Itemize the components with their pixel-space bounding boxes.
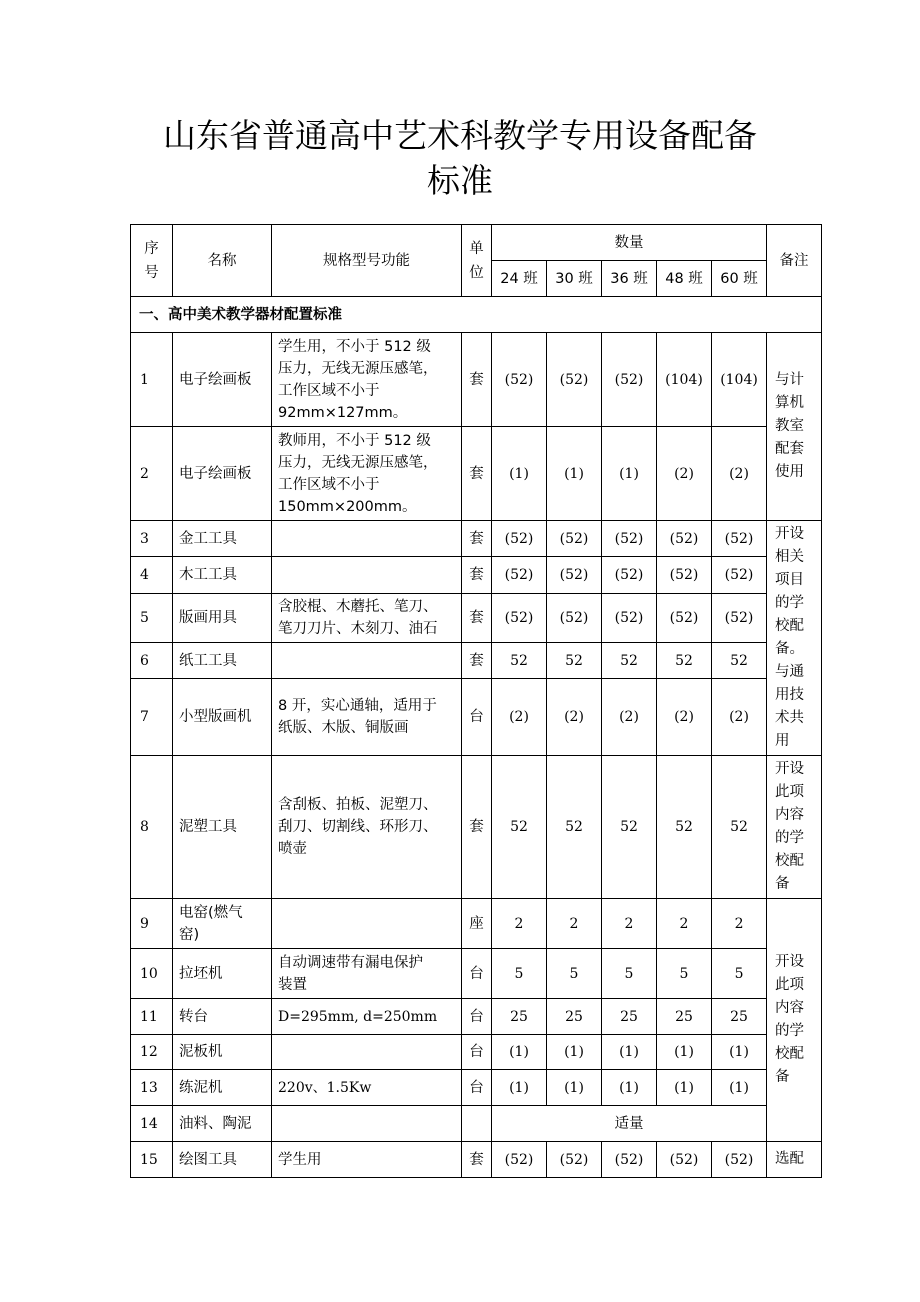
section-heading: 一、高中美术教学器材配置标准 [131, 297, 822, 333]
row-unit: 套 [462, 756, 492, 899]
row-number: 1 [131, 333, 173, 427]
header-class-48: 48 班 [657, 261, 712, 297]
qty-24: 52 [492, 643, 547, 679]
document-title-line-1: 山东省普通高中艺术科教学专用设备配备 [163, 116, 757, 155]
row-spec [272, 1106, 462, 1142]
qty-36: (52) [602, 1142, 657, 1178]
header-class-60: 60 班 [712, 261, 767, 297]
qty-60: 5 [712, 949, 767, 999]
qty-30: (52) [547, 1142, 602, 1178]
remark-related-projects: 开设 相关 项目 的学 校配 备。 与通 用技 术共 用 [767, 521, 822, 756]
qty-24: (52) [492, 521, 547, 557]
row-number: 14 [131, 1106, 173, 1142]
table-row [131, 643, 822, 679]
qty-30: (1) [547, 1035, 602, 1070]
header-class-36: 36 班 [602, 261, 657, 297]
row-name: 拉坯机 [173, 949, 272, 999]
row-name: 泥板机 [173, 1035, 272, 1070]
qty-60: (52) [712, 593, 767, 642]
header-class-24: 24 班 [492, 261, 547, 297]
qty-merged: 适量 [492, 1106, 767, 1142]
equipment-standard-table [130, 224, 822, 1178]
row-number: 15 [131, 1142, 173, 1178]
qty-36: (1) [602, 427, 657, 521]
qty-36: (1) [602, 1070, 657, 1106]
qty-48: 52 [657, 643, 712, 679]
table-row [131, 557, 822, 593]
row-spec: 含胶棍、木蘑托、笔刀、 笔刀刀片、木刻刀、油石 [272, 593, 462, 642]
header-name: 名称 [173, 225, 272, 297]
qty-36: (1) [602, 1035, 657, 1070]
header-class-30: 30 班 [547, 261, 602, 297]
row-spec [272, 1035, 462, 1070]
row-name: 纸工工具 [173, 643, 272, 679]
row-number: 3 [131, 521, 173, 557]
qty-48: 2 [657, 899, 712, 949]
table-row [131, 1035, 822, 1070]
qty-24: (52) [492, 1142, 547, 1178]
row-number: 9 [131, 899, 173, 949]
row-number: 6 [131, 643, 173, 679]
qty-60: (52) [712, 521, 767, 557]
row-name: 版画用具 [173, 593, 272, 642]
table-row [131, 1070, 822, 1106]
qty-36: 25 [602, 999, 657, 1035]
qty-48: (2) [657, 679, 712, 756]
row-name: 金工工具 [173, 521, 272, 557]
row-spec: 含刮板、拍板、泥塑刀、 刮刀、切割线、环形刀、 喷壶 [272, 756, 462, 899]
qty-30: (52) [547, 521, 602, 557]
row-number: 13 [131, 1070, 173, 1106]
table-row [131, 333, 822, 427]
qty-60: (52) [712, 557, 767, 593]
qty-30: 52 [547, 643, 602, 679]
qty-30: (1) [547, 1070, 602, 1106]
row-unit: 台 [462, 999, 492, 1035]
qty-30: (52) [547, 333, 602, 427]
header-spec: 规格型号功能 [272, 225, 462, 297]
row-unit: 台 [462, 1070, 492, 1106]
header-unit: 单 位 [462, 225, 492, 297]
row-number: 8 [131, 756, 173, 899]
qty-60: (2) [712, 679, 767, 756]
qty-24: (52) [492, 557, 547, 593]
row-number: 11 [131, 999, 173, 1035]
remark-clay-tools: 开设 此项 内容 的学 校配 备 [767, 756, 822, 899]
qty-24: 2 [492, 899, 547, 949]
qty-24: (1) [492, 427, 547, 521]
qty-24: (2) [492, 679, 547, 756]
row-spec [272, 521, 462, 557]
row-name: 绘图工具 [173, 1142, 272, 1178]
qty-36: (52) [602, 593, 657, 642]
header-remark: 备注 [767, 225, 822, 297]
qty-24: (52) [492, 333, 547, 427]
table-row [131, 899, 822, 949]
row-name: 油料、陶泥 [173, 1106, 272, 1142]
qty-36: (52) [602, 557, 657, 593]
row-name: 泥塑工具 [173, 756, 272, 899]
remark-optional: 选配 [767, 1142, 822, 1178]
row-unit: 套 [462, 643, 492, 679]
qty-48: 52 [657, 756, 712, 899]
row-number: 5 [131, 593, 173, 642]
qty-24: (1) [492, 1070, 547, 1106]
row-unit: 套 [462, 333, 492, 427]
header-index: 序 号 [131, 225, 173, 297]
qty-60: (1) [712, 1070, 767, 1106]
table-row [131, 1142, 822, 1178]
row-name: 电窑(燃气 窑) [173, 899, 272, 949]
qty-24: 52 [492, 756, 547, 899]
row-unit: 套 [462, 593, 492, 642]
row-name: 练泥机 [173, 1070, 272, 1106]
qty-60: 52 [712, 756, 767, 899]
qty-48: 25 [657, 999, 712, 1035]
row-number: 10 [131, 949, 173, 999]
qty-48: (52) [657, 1142, 712, 1178]
row-number: 7 [131, 679, 173, 756]
qty-30: 52 [547, 756, 602, 899]
row-spec: 学生用，不小于 512 级 压力，无线无源压感笔， 工作区域不小于 92mm×127mm。 [272, 333, 462, 427]
table-row [131, 427, 822, 521]
qty-36: 52 [602, 756, 657, 899]
row-number: 4 [131, 557, 173, 593]
qty-48: 5 [657, 949, 712, 999]
row-name: 小型版画机 [173, 679, 272, 756]
qty-48: (1) [657, 1035, 712, 1070]
table-row [131, 756, 822, 899]
document-title-line-2: 标准 [427, 161, 493, 200]
qty-24: 5 [492, 949, 547, 999]
qty-48: (104) [657, 333, 712, 427]
qty-36: 5 [602, 949, 657, 999]
row-spec: 220v、1.5Kw [272, 1070, 462, 1106]
table-row [131, 949, 822, 999]
row-spec: 教师用，不小于 512 级 压力，无线无源压感笔， 工作区域不小于 150mm×200mm。 [272, 427, 462, 521]
row-number: 12 [131, 1035, 173, 1070]
row-name: 木工工具 [173, 557, 272, 593]
qty-24: (52) [492, 593, 547, 642]
qty-24: 25 [492, 999, 547, 1035]
row-unit: 台 [462, 1035, 492, 1070]
row-unit: 套 [462, 427, 492, 521]
qty-30: (52) [547, 593, 602, 642]
row-unit: 套 [462, 1142, 492, 1178]
table-row [131, 521, 822, 557]
row-unit: 套 [462, 557, 492, 593]
qty-60: (2) [712, 427, 767, 521]
row-unit [462, 1106, 492, 1142]
qty-30: (52) [547, 557, 602, 593]
qty-24: (1) [492, 1035, 547, 1070]
row-unit: 套 [462, 521, 492, 557]
table-row [131, 999, 822, 1035]
qty-48: (52) [657, 593, 712, 642]
qty-48: (52) [657, 557, 712, 593]
qty-36: 52 [602, 643, 657, 679]
qty-60: (1) [712, 1035, 767, 1070]
row-unit: 台 [462, 949, 492, 999]
row-spec [272, 643, 462, 679]
qty-30: 5 [547, 949, 602, 999]
row-name: 转台 [173, 999, 272, 1035]
qty-48: (2) [657, 427, 712, 521]
row-spec: 自动调速带有漏电保护 装置 [272, 949, 462, 999]
qty-60: 2 [712, 899, 767, 949]
qty-48: (52) [657, 521, 712, 557]
qty-60: 52 [712, 643, 767, 679]
row-spec: 8 开，实心通轴，适用于 纸版、木版、铜版画 [272, 679, 462, 756]
table-row [131, 679, 822, 756]
row-spec: 学生用 [272, 1142, 462, 1178]
row-spec [272, 557, 462, 593]
qty-36: (2) [602, 679, 657, 756]
qty-30: 25 [547, 999, 602, 1035]
row-number: 2 [131, 427, 173, 521]
row-name: 电子绘画板 [173, 427, 272, 521]
qty-36: (52) [602, 333, 657, 427]
row-name: 电子绘画板 [173, 333, 272, 427]
table-row [131, 593, 822, 642]
header-quantity: 数量 [492, 225, 767, 261]
qty-36: (52) [602, 521, 657, 557]
qty-60: 25 [712, 999, 767, 1035]
remark-ceramics: 开设 此项 内容 的学 校配 备 [767, 899, 822, 1142]
row-unit: 座 [462, 899, 492, 949]
row-unit: 台 [462, 679, 492, 756]
qty-30: (2) [547, 679, 602, 756]
row-spec: D=295mm, d=250mm [272, 999, 462, 1035]
qty-60: (104) [712, 333, 767, 427]
table-row [131, 1106, 822, 1142]
remark-computer-room: 与计 算机 教室 配套 使用 [767, 333, 822, 521]
qty-30: (1) [547, 427, 602, 521]
qty-36: 2 [602, 899, 657, 949]
qty-30: 2 [547, 899, 602, 949]
row-spec [272, 899, 462, 949]
qty-60: (52) [712, 1142, 767, 1178]
qty-48: (1) [657, 1070, 712, 1106]
